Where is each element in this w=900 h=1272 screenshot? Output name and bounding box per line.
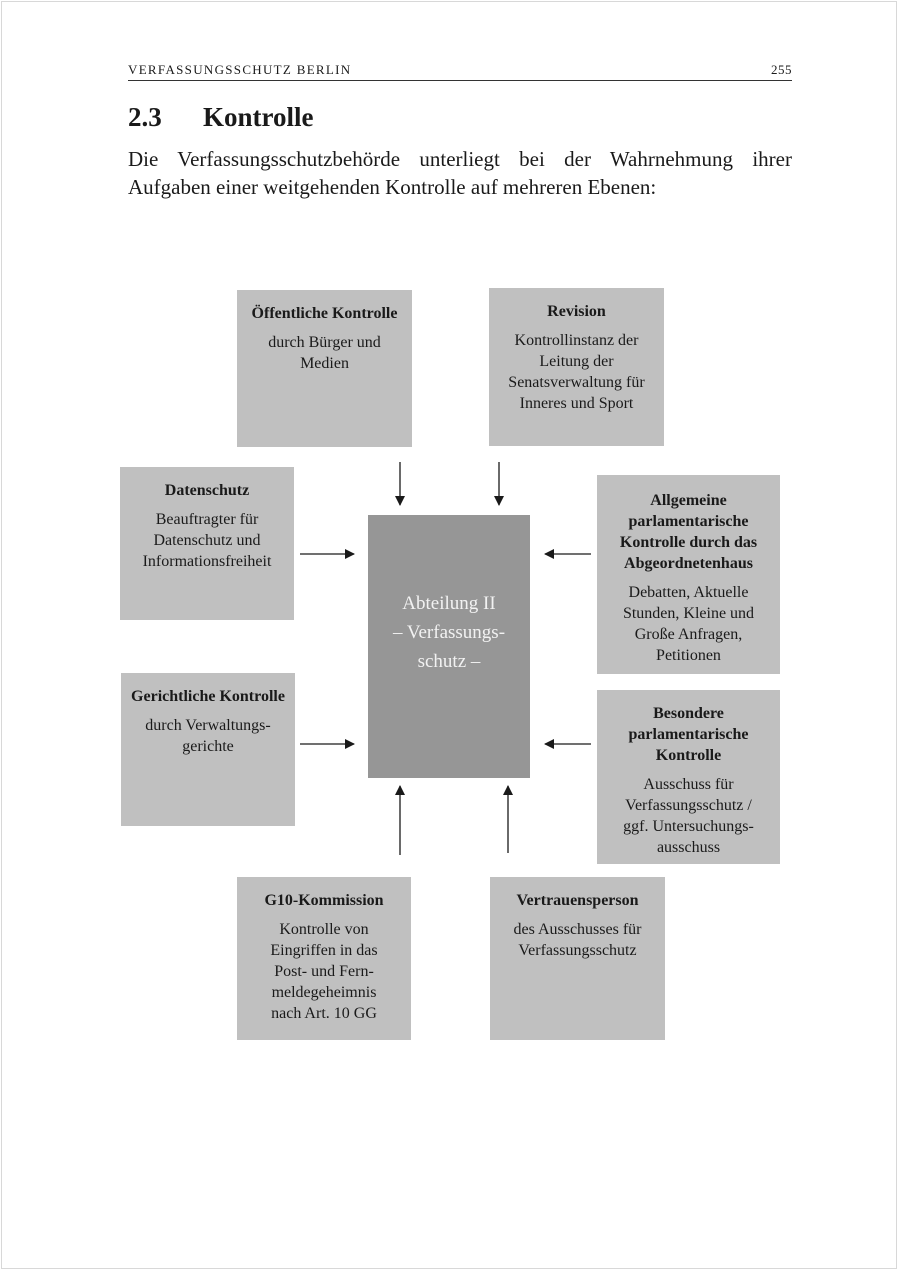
box-body: durch Bürger und Medien (268, 334, 381, 372)
box-title: Datenschutz (164, 482, 250, 499)
box-title: Gerichtliche Kontrolle (131, 688, 285, 705)
box-body: Beauftragter für Datenschutz und Informationsfreiheit (142, 511, 272, 570)
center-line: – Verfassungs- (392, 622, 506, 643)
box-body: Debatten, Aktuelle Stunden, Kleine und Große Anfragen, Petitionen (622, 584, 755, 664)
box-body: Ausschuss für Verfassungsschutz / ggf. Untersuchungs-ausschuss (623, 776, 754, 856)
section-number: 2.3 (128, 102, 162, 132)
box-body: durch Verwaltungs-gerichte (145, 717, 271, 755)
box-body: Kontrolle von Eingriffen in das Post- und Fern-meldegeheimnis nach Art. 10 GG (270, 921, 378, 1022)
center-line: Abteilung II (402, 593, 496, 614)
page-number: 255 (771, 62, 792, 77)
box-title: Allgemeine parlamentarische Kontrolle durch das Abgeordnetenhaus (619, 492, 758, 572)
section-title: Kontrolle (203, 102, 314, 132)
box-title: G10-Kommission (264, 892, 384, 909)
box-title: Besondere parlamentarische Kontrolle (628, 705, 749, 764)
center-line: schutz – (417, 651, 481, 672)
box-title: Vertrauensperson (516, 892, 639, 909)
intro-line: Die Verfassungsschutzbehörde unterliegt bei der Wahrnehmung ihrer (128, 147, 792, 171)
box-body: Kontrollinstanz der Leitung der Senatsverwaltung für Inneres und Sport (508, 332, 645, 412)
running-title: VERFASSUNGSSCHUTZ BERLIN (128, 62, 352, 77)
intro-line: Aufgaben einer weitgehenden Kontrolle auf mehreren Ebenen: (128, 175, 657, 199)
box-title: Revision (547, 303, 606, 320)
box-body: des Ausschusses für Verfassungsschutz (513, 921, 642, 959)
box-title: Öffentliche Kontrolle (251, 305, 398, 322)
